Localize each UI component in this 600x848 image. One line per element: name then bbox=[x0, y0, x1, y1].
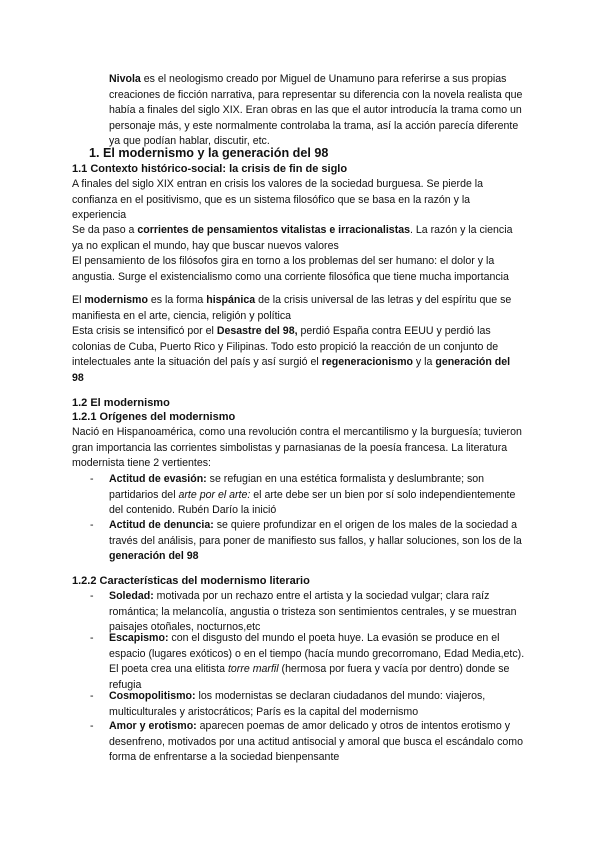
section-heading-1: 1. El modernismo y la generación del 98 bbox=[89, 146, 329, 160]
bullet-marker: - bbox=[90, 690, 94, 702]
paragraph-modernismo: El modernismo es la forma hispánica de la crisis universal de las letras y del espíritu que se manifiesta en el arte, ciencia, religión y política bbox=[72, 294, 512, 322]
list-item-evasion: Actitud de evasión: se refugian en una estética formalista y deslumbrante; son partidarios del arte por el arte: el arte debe ser un bien por sí solo independientemente del contenido. Rubén Darío la inició bbox=[109, 473, 516, 517]
paragraph-crisis: A finales del siglo XIX entran en crisis los valores de la sociedad burguesa. Se pierde la confianza en el positivismo, que es un sistema filosófico que se basa en la razón y la experiencia bbox=[72, 178, 484, 222]
bullet-marker: - bbox=[90, 632, 94, 644]
section-heading-1-2: 1.2 El modernismo bbox=[72, 397, 170, 409]
bullet-marker: - bbox=[90, 519, 94, 531]
list-item-denuncia: Actitud de denuncia: se quiere profundizar en el origen de los males de la sociedad a través del análisis, para poner de manifiesto sus fallos, y hallar soluciones, son los de la generación del 98 bbox=[109, 519, 522, 563]
bullet-marker: - bbox=[90, 720, 94, 732]
subsection-heading-1-1: 1.1 Contexto histórico-social: la crisis de fin de siglo bbox=[72, 163, 348, 175]
list-item-escapismo: Escapismo: con el disgusto del mundo el poeta huye. La evasión se produce en el espacio (lugares exóticos) o en el tiempo (hacía mundo grecorromano, Edad Media,etc). El poeta crea una elitista torre marfil (hermosa por fuera y vacía por dentro) donde se refugia bbox=[109, 632, 525, 691]
intro-paragraph: Nivola es el neologismo creado por Miguel de Unamuno para referirse a sus propias creaciones de ficción narrativa, para representar su diferencia con la novela realista que había a finales del siglo XIX. Eran obras en las que el autor introducía la trama como un personaje más, y este normalmente controlaba la trama, así la acción parecía diferente ya que podían hablar, discutir, etc. bbox=[109, 73, 523, 148]
list-item-amor: Amor y erotismo: aparecen poemas de amor delicado y otros de intentos erotismo y desenfreno, motivados por una actitud antisocial y amoral que busca el escándalo como forma de enfrentarse a la sociedad bienpensante bbox=[109, 720, 523, 764]
intro-term: Nivola bbox=[109, 73, 141, 85]
bullet-marker: - bbox=[90, 590, 94, 602]
paragraph-desastre: Esta crisis se intensificó por el Desastre del 98, perdió España contra EEUU y perdió las colonias de Cuba, Puerto Rico y Filipinas. Todo esto propició la reacción de un conjunto de intelectuales ante la situación del país y así surgió el regeneracionismo y la generación del 98 bbox=[72, 325, 511, 384]
subsection-heading-1-2-1: 1.2.1 Orígenes del modernismo bbox=[72, 411, 236, 423]
subsection-heading-1-2-2: 1.2.2 Características del modernismo literario bbox=[72, 575, 310, 587]
list-item-cosmopolitismo: Cosmopolitismo: los modernistas se declaran ciudadanos del mundo: viajeros, multiculturales y aristocráticos; París es la capital del modernismo bbox=[109, 690, 486, 718]
list-item-soledad: Soledad: motivada por un rechazo entre el artista y la sociedad vulgar; clara raíz romántica; la melancolía, angustia o tristeza son sentimientos centrales, y se muestran paisajes otoñales, nocturnos,etc bbox=[109, 590, 517, 634]
paragraph-filosofos: El pensamiento de los filósofos gira en torno a los problemas del ser humano: el dolor y la angustia. Surge el existencialismo como una corriente filosófica que tiene mucha importancia bbox=[72, 255, 509, 283]
paragraph-corrientes: Se da paso a corrientes de pensamientos vitalistas e irracionalistas. La razón y la ciencia ya no explican el mundo, hay que buscar nuevos valores bbox=[72, 224, 513, 252]
bullet-marker: - bbox=[90, 473, 94, 485]
paragraph-origenes: Nació en Hispanoamérica, como una revolución contra el mercantilismo y la burguesía; tuvieron gran importancia las corrientes simbolistas y parnasianas de la poesía francesa. La literatura modernista tiene 2 vertientes: bbox=[72, 426, 522, 470]
